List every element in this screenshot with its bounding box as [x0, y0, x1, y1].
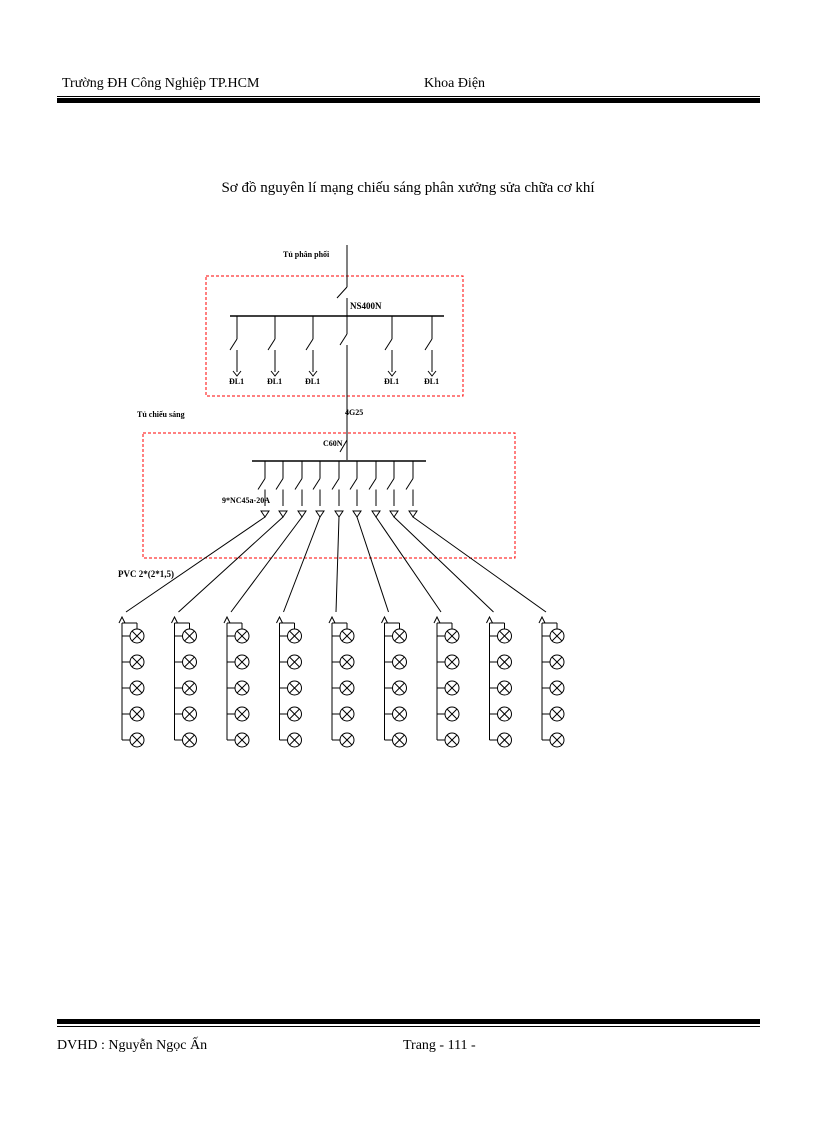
- outgoing-label: ĐL1: [305, 377, 321, 386]
- footer-page-number: Trang - 111 -: [403, 1038, 476, 1053]
- feeder-cable-label: 4G25: [345, 408, 364, 417]
- branch-breaker-6-contact: [350, 479, 357, 490]
- branch-breaker-1-contact: [258, 479, 265, 490]
- group-arrow-3: [224, 617, 230, 623]
- main-breaker-contact: [337, 287, 347, 298]
- outgoing-breaker-2-contact: [268, 339, 275, 350]
- outgoing-label: ĐL1: [229, 377, 245, 386]
- main-breaker-label: NS400N: [350, 301, 382, 311]
- branch-breaker-9-contact: [406, 479, 413, 490]
- group-arrow-6: [382, 617, 388, 623]
- branch-fuse-5: [335, 511, 343, 517]
- distribution-cabinet-label: Tủ phân phối: [283, 250, 330, 259]
- group-arrow-1: [119, 617, 125, 623]
- branch-cable-9: [413, 517, 546, 612]
- outgoing-label: ĐL1: [384, 377, 400, 386]
- branch-cable-2: [179, 517, 284, 612]
- branch-fuse-1: [261, 511, 269, 517]
- branch-breaker-7-contact: [369, 479, 376, 490]
- branch-fuse-9: [409, 511, 417, 517]
- header-school: Trường ĐH Công Nghiệp TP.HCM: [62, 76, 260, 91]
- branch-fuse-7: [372, 511, 380, 517]
- footer-rule-thin: [57, 1026, 760, 1027]
- diagram-title: Sơ đồ nguyên lí mạng chiếu sáng phân xưởng sửa chữa cơ khí: [221, 180, 595, 196]
- branch-fuse-2: [279, 511, 287, 517]
- outgoing-breaker-3-contact: [306, 339, 313, 350]
- footer-rule-thick: [57, 1019, 760, 1024]
- branch-breaker-4-contact: [313, 479, 320, 490]
- group-arrow-2: [172, 617, 178, 623]
- branch-cable-3: [231, 517, 302, 612]
- outgoing-breaker-6-contact: [425, 339, 432, 350]
- branch-fuse-4: [316, 511, 324, 517]
- branch-breaker-2-contact: [276, 479, 283, 490]
- group-arrow-5: [329, 617, 335, 623]
- outgoing-breaker-1-contact: [230, 339, 237, 350]
- branch-cable-6: [357, 517, 389, 612]
- lighting-breaker-label: C60N: [323, 439, 343, 448]
- branch-breaker-3-contact: [295, 479, 302, 490]
- branch-cable-label: PVC 2*(2*1,5): [118, 569, 174, 579]
- footer-supervisor: DVHD : Nguyễn Ngọc Ấn: [57, 1038, 208, 1053]
- branch-breaker-5-contact: [332, 479, 339, 490]
- branch-cable-4: [284, 517, 321, 612]
- branch-breaker-8-contact: [387, 479, 394, 490]
- branch-breakers-label: 9*NC45a-20A: [222, 496, 270, 505]
- group-arrow-8: [487, 617, 493, 623]
- lighting-feeder-breaker-contact: [340, 334, 347, 345]
- branch-fuse-8: [390, 511, 398, 517]
- lighting-cabinet-label: Tủ chiếu sáng: [137, 410, 185, 419]
- outgoing-label: ĐL1: [424, 377, 440, 386]
- branch-cable-1: [126, 517, 265, 612]
- group-arrow-9: [539, 617, 545, 623]
- outgoing-label: ĐL1: [267, 377, 283, 386]
- group-arrow-7: [434, 617, 440, 623]
- branch-fuse-6: [353, 511, 361, 517]
- branch-cable-5: [336, 517, 339, 612]
- group-arrow-4: [277, 617, 283, 623]
- outgoing-breaker-5-contact: [385, 339, 392, 350]
- lighting-cabinet-border: [143, 433, 515, 558]
- header-department: Khoa Điện: [424, 76, 486, 91]
- branch-fuse-3: [298, 511, 306, 517]
